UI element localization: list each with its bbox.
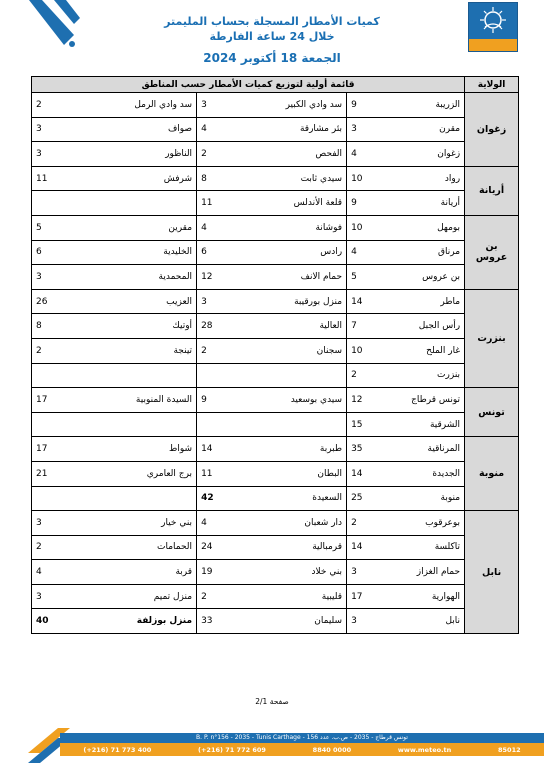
station-name: منزل بوزلفة bbox=[84, 609, 197, 634]
rain-value bbox=[197, 363, 254, 388]
station-name: شرفش bbox=[84, 166, 197, 191]
station-name: سليمان bbox=[254, 609, 347, 634]
rain-value: 6 bbox=[197, 240, 254, 265]
rain-value: 10 bbox=[347, 338, 382, 363]
station-name: الزريبة bbox=[382, 93, 465, 118]
rain-value: 2 bbox=[197, 142, 254, 167]
rain-value: 3 bbox=[197, 93, 254, 118]
rain-value bbox=[197, 412, 254, 437]
station-name: سيدي ثابت bbox=[254, 166, 347, 191]
footer-address: B. P. n°156 - 2035 - Tunis Carthage - تونس قرطاج - 2035 - ص.ب. عدد 156 bbox=[60, 733, 544, 743]
rain-value: 14 bbox=[347, 535, 382, 560]
wilaya-cell: تونس bbox=[465, 388, 519, 437]
footer-contacts bbox=[60, 743, 544, 756]
station-name: بنزرت bbox=[382, 363, 465, 388]
rain-value: 3 bbox=[32, 584, 84, 609]
station-name: حمام الغزاز bbox=[382, 560, 465, 585]
rain-value: 3 bbox=[347, 560, 382, 585]
rain-value: 2 bbox=[32, 338, 84, 363]
station-name: قليبية bbox=[254, 584, 347, 609]
station-name: الفحص bbox=[254, 142, 347, 167]
station-name: حمام الانف bbox=[254, 265, 347, 290]
station-name: منزل تميم bbox=[84, 584, 197, 609]
table-row bbox=[32, 93, 519, 118]
rain-value: 19 bbox=[197, 560, 254, 585]
rain-value: 4 bbox=[197, 215, 254, 240]
rain-value bbox=[32, 363, 84, 388]
rain-value: 4 bbox=[197, 511, 254, 536]
station-name: الهوارية bbox=[382, 584, 465, 609]
rain-value: 8 bbox=[32, 314, 84, 339]
station-name: منوبة bbox=[382, 486, 465, 511]
rain-value: 2 bbox=[32, 93, 84, 118]
rain-value: 26 bbox=[32, 289, 84, 314]
rain-value: 11 bbox=[32, 166, 84, 191]
station-name: الخليدية bbox=[84, 240, 197, 265]
station-name: المحمدية bbox=[84, 265, 197, 290]
rain-value: 3 bbox=[32, 511, 84, 536]
rain-value: 8 bbox=[197, 166, 254, 191]
station-name: صواف bbox=[84, 117, 197, 142]
station-name: بني خلاد bbox=[254, 560, 347, 585]
station-name: أوتيك bbox=[84, 314, 197, 339]
station-name: العالية bbox=[254, 314, 347, 339]
station-name bbox=[84, 412, 197, 437]
fax-number: (+216) 71 773 400 bbox=[83, 745, 152, 754]
rain-value: 3 bbox=[197, 289, 254, 314]
rain-value: 35 bbox=[347, 437, 382, 462]
wilaya-cell: أريانة bbox=[465, 166, 519, 215]
rain-value: 3 bbox=[32, 265, 84, 290]
station-name bbox=[254, 412, 347, 437]
station-name: بوعرقوب bbox=[382, 511, 465, 536]
station-name: الجديدة bbox=[382, 461, 465, 486]
table-row bbox=[32, 117, 519, 142]
table-row bbox=[32, 191, 519, 216]
station-name: تاكلسة bbox=[382, 535, 465, 560]
station-name: فوشانة bbox=[254, 215, 347, 240]
wilaya-cell: منوبة bbox=[465, 437, 519, 511]
rain-value: 12 bbox=[347, 388, 382, 413]
station-name: بن عروس bbox=[382, 265, 465, 290]
rain-value: 33 bbox=[197, 609, 254, 634]
rain-value: 17 bbox=[32, 437, 84, 462]
station-name: سجنان bbox=[254, 338, 347, 363]
rain-value: 42 bbox=[197, 486, 254, 511]
station-name: الشرقية bbox=[382, 412, 465, 437]
station-name: نابل bbox=[382, 609, 465, 634]
station-name bbox=[254, 363, 347, 388]
station-name: الحمامات bbox=[84, 535, 197, 560]
table-row bbox=[32, 338, 519, 363]
table-row bbox=[32, 560, 519, 585]
rain-value: 28 bbox=[197, 314, 254, 339]
station-name: بئر مشارقة bbox=[254, 117, 347, 142]
table-row bbox=[32, 166, 519, 191]
rainfall-table bbox=[31, 76, 518, 634]
station-name: العزيب bbox=[84, 289, 197, 314]
rain-value: 11 bbox=[197, 191, 254, 216]
rain-value: 5 bbox=[32, 215, 84, 240]
table-row bbox=[32, 461, 519, 486]
wilaya-cell: بنزرت bbox=[465, 289, 519, 387]
table-row bbox=[32, 265, 519, 290]
station-name bbox=[84, 191, 197, 216]
rain-value: 21 bbox=[32, 461, 84, 486]
rain-value: 14 bbox=[197, 437, 254, 462]
station-name: طبربة bbox=[254, 437, 347, 462]
rain-value: 4 bbox=[32, 560, 84, 585]
station-name: تونس قرطاج bbox=[382, 388, 465, 413]
rain-value: 5 bbox=[347, 265, 382, 290]
station-name: رادس bbox=[254, 240, 347, 265]
rain-value: 12 bbox=[197, 265, 254, 290]
title-line-1: كميات الأمطار المسجلة بحساب المليمتر bbox=[164, 15, 380, 28]
rain-value: 24 bbox=[197, 535, 254, 560]
rain-value: 3 bbox=[347, 117, 382, 142]
rain-value: 4 bbox=[347, 240, 382, 265]
rain-value: 4 bbox=[347, 142, 382, 167]
rain-value: 2 bbox=[32, 535, 84, 560]
report-date: الجمعة 18 أكتوبر 2024 bbox=[203, 51, 341, 65]
station-name: ماطر bbox=[382, 289, 465, 314]
rain-value: 2 bbox=[347, 363, 382, 388]
station-name bbox=[84, 363, 197, 388]
station-name: بومهل bbox=[382, 215, 465, 240]
table-row bbox=[32, 363, 519, 388]
station-name: مقرين bbox=[84, 215, 197, 240]
station-name: سيدي بوسعيد bbox=[254, 388, 347, 413]
rain-value: 14 bbox=[347, 289, 382, 314]
rain-value bbox=[32, 486, 84, 511]
rain-value: 9 bbox=[197, 388, 254, 413]
rain-value: 7 bbox=[347, 314, 382, 339]
station-name: غار الملح bbox=[382, 338, 465, 363]
station-name: رواد bbox=[382, 166, 465, 191]
page-title bbox=[0, 14, 544, 44]
rain-value: 2 bbox=[347, 511, 382, 536]
station-name: البطان bbox=[254, 461, 347, 486]
table-row bbox=[32, 412, 519, 437]
rain-value: 25 bbox=[347, 486, 382, 511]
station-name: دار شعبان bbox=[254, 511, 347, 536]
rain-value: 2 bbox=[197, 584, 254, 609]
green-number: 8840 0000 bbox=[312, 745, 352, 754]
station-name: شواط bbox=[84, 437, 197, 462]
website-link[interactable]: www.meteo.tn bbox=[397, 745, 452, 754]
table-row bbox=[32, 142, 519, 167]
footer bbox=[0, 723, 544, 770]
wilaya-cell: نابل bbox=[465, 511, 519, 634]
station-name: برج العامري bbox=[84, 461, 197, 486]
station-name: زغوان bbox=[382, 142, 465, 167]
phone-number: (+216) 71 772 609 bbox=[198, 745, 266, 754]
table-row bbox=[32, 240, 519, 265]
station-name: تينجة bbox=[84, 338, 197, 363]
station-name: رأس الجبل bbox=[382, 314, 465, 339]
table-row bbox=[32, 486, 519, 511]
station-name: منزل بورقيبة bbox=[254, 289, 347, 314]
wilaya-cell: بن عروس bbox=[465, 215, 519, 289]
rain-value: 3 bbox=[347, 609, 382, 634]
station-name: قرمبالية bbox=[254, 535, 347, 560]
station-name: قربة bbox=[84, 560, 197, 585]
rain-value: 2 bbox=[197, 338, 254, 363]
station-name: مقرن bbox=[382, 117, 465, 142]
rain-value bbox=[32, 412, 84, 437]
station-name: أريانة bbox=[382, 191, 465, 216]
rain-value: 17 bbox=[32, 388, 84, 413]
page-number: صفحة 2/1 bbox=[255, 697, 289, 706]
station-name: مرناق bbox=[382, 240, 465, 265]
station-name: سد وادي الرمل bbox=[84, 93, 197, 118]
station-name: المرناقية bbox=[382, 437, 465, 462]
rain-value: 15 bbox=[347, 412, 382, 437]
station-name: قلعة الأندلس bbox=[254, 191, 347, 216]
rain-value: 4 bbox=[197, 117, 254, 142]
rain-value: 10 bbox=[347, 166, 382, 191]
column-header-main: قائمة أولية لتوزيع كميات الأمطار حسب المناطق bbox=[32, 77, 465, 93]
rain-value: 9 bbox=[347, 191, 382, 216]
station-name: بني خيار bbox=[84, 511, 197, 536]
rain-value bbox=[32, 191, 84, 216]
rain-value: 14 bbox=[347, 461, 382, 486]
rain-value: 10 bbox=[347, 215, 382, 240]
station-name: سد وادي الكبير bbox=[254, 93, 347, 118]
column-header-wilaya: الولاية bbox=[465, 77, 519, 93]
rain-value: 3 bbox=[32, 117, 84, 142]
table-row bbox=[32, 511, 519, 536]
wilaya-cell: زغوان bbox=[465, 93, 519, 167]
station-name: السيدة المنوبية bbox=[84, 388, 197, 413]
rain-value: 6 bbox=[32, 240, 84, 265]
table-row bbox=[32, 289, 519, 314]
table-row bbox=[32, 314, 519, 339]
table-row bbox=[32, 437, 519, 462]
rain-value: 9 bbox=[347, 93, 382, 118]
rain-value: 17 bbox=[347, 584, 382, 609]
station-name: الناظور bbox=[84, 142, 197, 167]
short-number: 85012 bbox=[498, 745, 521, 754]
title-line-2: خلال 24 ساعة الفارطة bbox=[209, 30, 335, 43]
table-row bbox=[32, 584, 519, 609]
table-row bbox=[32, 609, 519, 634]
table-row bbox=[32, 535, 519, 560]
rain-value: 11 bbox=[197, 461, 254, 486]
station-name bbox=[84, 486, 197, 511]
rain-value: 3 bbox=[32, 142, 84, 167]
station-name: السعيدة bbox=[254, 486, 347, 511]
table-row bbox=[32, 388, 519, 413]
rain-value: 40 bbox=[32, 609, 84, 634]
table-row bbox=[32, 215, 519, 240]
